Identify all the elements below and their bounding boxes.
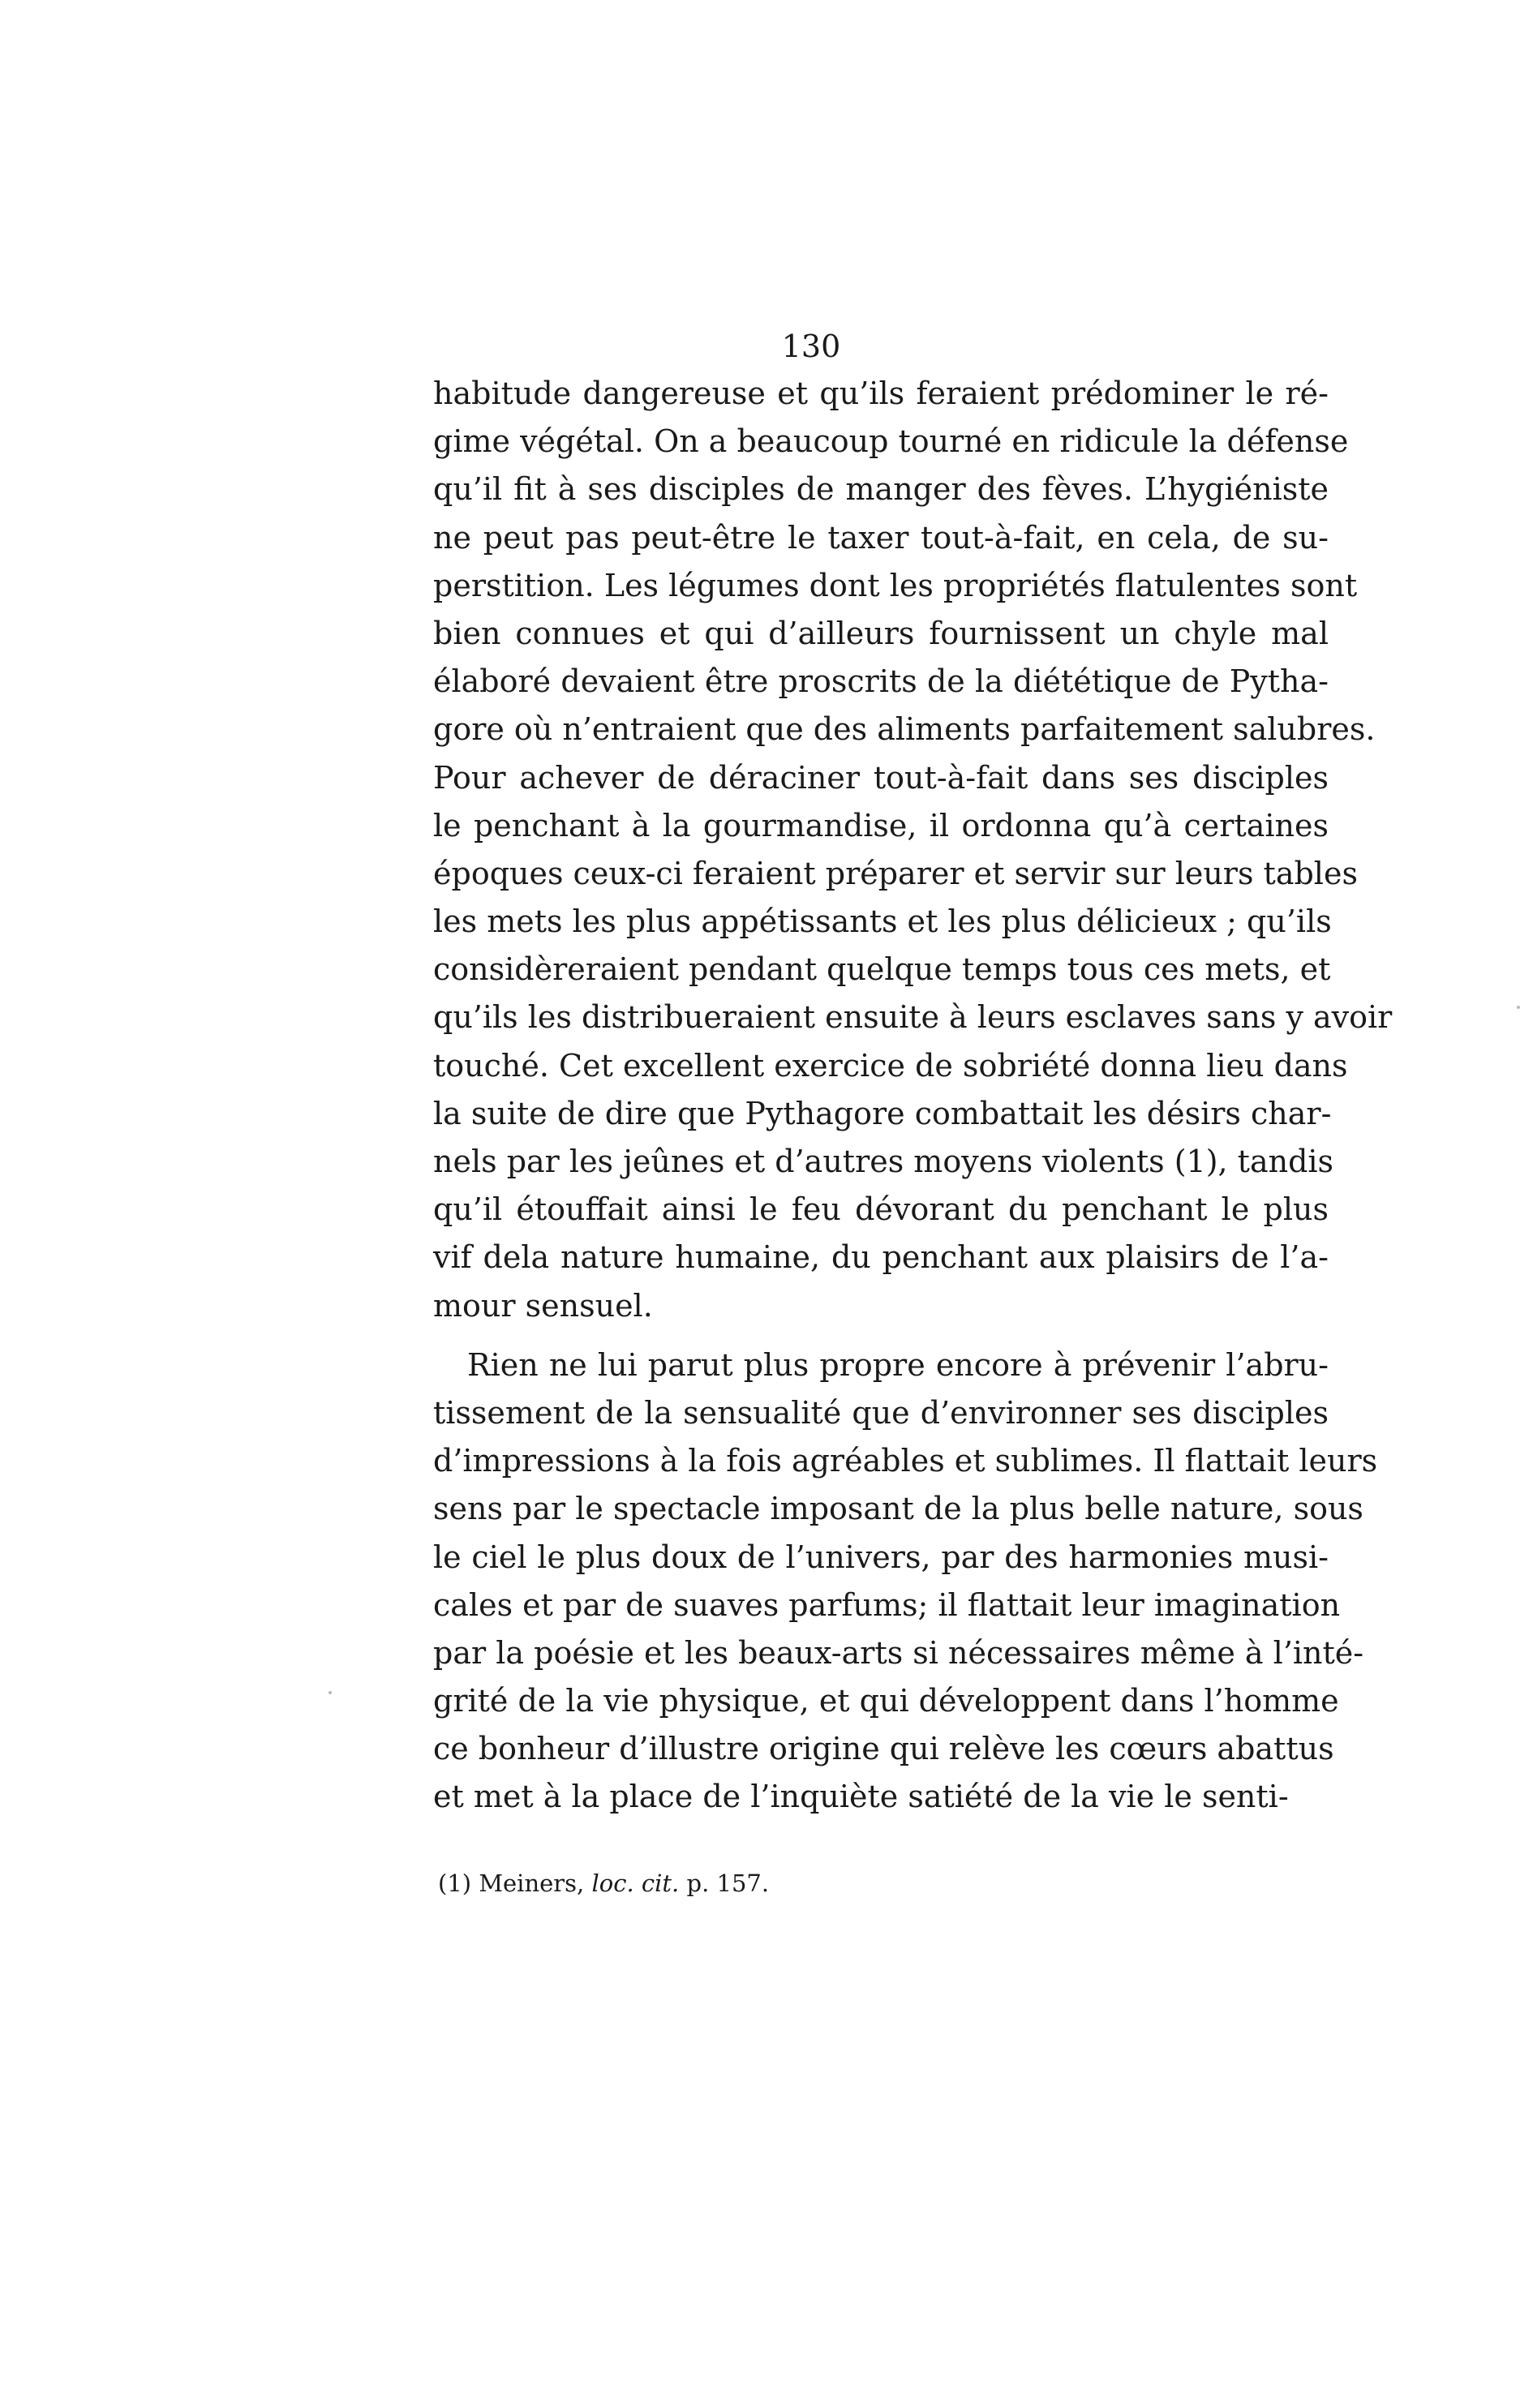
text-line: ce bonheur d’illustre origine qui relève les cœurs abattus: [433, 1731, 1334, 1767]
text-line: d’impressions à la fois agréables et sublimes. Il flattait leurs: [433, 1443, 1378, 1479]
text-line: considèreraient pendant quelque temps tous ces mets, et: [433, 951, 1331, 988]
scan-speck: [1517, 1006, 1520, 1009]
text-line: Pour achever de déraciner tout-à-fait dans ses disciples: [433, 759, 1329, 796]
paragraph-gap: [433, 1330, 1329, 1341]
footnote-page: p. 157.: [686, 1869, 770, 1897]
footnote: [438, 1867, 769, 1899]
text-line: époques ceux-ci feraient préparer et servir sur leurs tables: [433, 855, 1358, 891]
text-line: habitude dangereuse et qu’ils feraient prédominer le ré-: [433, 376, 1329, 411]
text-line: touché. Cet excellent exercice de sobriété donna lieu dans: [433, 1047, 1348, 1084]
scan-speck: [328, 1691, 332, 1694]
footnote-marker: (1): [438, 1869, 472, 1897]
text-line: grité de la vie physique, et qui développent dans l’homme: [433, 1683, 1339, 1719]
footnote-author: Meiners,: [479, 1869, 585, 1897]
text-line: le ciel le plus doux de l’univers, par des harmonies musi-: [433, 1539, 1329, 1575]
body-text: [433, 370, 1393, 1822]
text-line: Rien ne lui parut plus propre encore à prévenir l’abru-: [467, 1346, 1329, 1383]
text-line: sens par le spectacle imposant de la plus belle nature, sous: [433, 1491, 1363, 1527]
text-line: mour sensuel.: [433, 1287, 653, 1324]
paragraph-1: [433, 370, 1393, 1330]
footnote-citation: loc. cit.: [591, 1869, 680, 1897]
text-line: ne peut pas peut-être le taxer tout-à-fait, en cela, de su-: [433, 519, 1329, 556]
text-line: qu’ils les distribueraient ensuite à leurs esclaves sans y avoir: [433, 999, 1393, 1036]
text-line: gime végétal. On a beaucoup tourné en ridicule la défense: [433, 423, 1349, 460]
text-line: bien connues et qui d’ailleurs fournissent un chyle mal: [433, 615, 1329, 651]
text-line: tissement de la sensualité que d’environner ses disciples: [433, 1394, 1329, 1431]
text-line: la suite de dire que Pythagore combattait les désirs char-: [433, 1095, 1332, 1131]
text-line: le penchant à la gourmandise, il ordonna qu’à certaines: [433, 807, 1329, 843]
text-line: par la poésie et les beaux-arts si nécessaires même à l’inté-: [433, 1634, 1364, 1671]
text-line: les mets les plus appétissants et les plus délicieux ; qu’ils: [433, 904, 1332, 940]
text-line: nels par les jeûnes et d’autres moyens violents (1), tandis: [433, 1144, 1334, 1179]
text-line: gore où n’entraient que des aliments parfaitement salubres.: [433, 711, 1376, 748]
text-line: perstition. Les légumes dont les propriétés flatulentes sont: [433, 567, 1358, 603]
text-line: élaboré devaient être proscrits de la diététique de Pytha-: [433, 663, 1329, 700]
text-line: qu’il fit à ses disciples de manger des fèves. L’hygiéniste: [433, 471, 1329, 508]
text-line: qu’il étouffait ainsi le feu dévorant du penchant le plus: [433, 1191, 1329, 1228]
page-number: 130: [781, 328, 841, 364]
paragraph-2: [433, 1341, 1378, 1822]
text-line: et met à la place de l’inquiète satiété de la vie le senti-: [433, 1779, 1289, 1815]
text-line: cales et par de suaves parfums; il flattait leur imagination: [433, 1586, 1341, 1623]
text-line: vif dela nature humaine, du penchant aux plaisirs de l’a-: [433, 1239, 1329, 1276]
